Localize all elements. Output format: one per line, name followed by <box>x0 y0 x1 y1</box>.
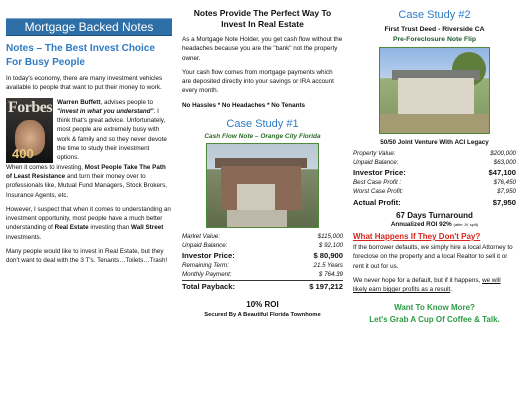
table-row: Property Value: $200,000 <box>353 150 516 157</box>
case-study-2-line1: First Trust Deed - Riverside CA <box>384 26 485 33</box>
p3-text-c: investments. <box>6 233 42 241</box>
p2-text-a: When it comes to investing, <box>6 163 85 171</box>
highlights: No Hassles * No Headaches * No Tenants <box>182 101 306 109</box>
table-row: Actual Profit: $7,950 <box>353 198 516 207</box>
roi-label: 10% ROI <box>246 299 279 309</box>
dp2-text-b: . <box>450 286 453 294</box>
table-row: Best Case Profit : $76,450 <box>353 179 516 186</box>
buffett-quote: "invest in what you understand" <box>57 107 154 115</box>
p3-text-a: However, I suspect that when it comes to understanding an investment opportunity, most people have a much better understanding of <box>6 205 171 232</box>
joint-venture-label: 50/50 Joint Venture With ACI Legacy <box>380 139 489 146</box>
table-row: Unpaid Balance: $63,000 <box>353 159 516 166</box>
table-row: Worst Case Profit: $7,950 <box>353 188 516 195</box>
buffett-text-a: , advises people to <box>100 98 154 106</box>
p2-text-b: and turn their money over to professionals like, Mutual Fund Managers, Stock Brokers, Insurance Agents, etc. <box>6 172 167 199</box>
case-study-2-line2: Pre-Foreclosure Note Flip <box>392 36 477 43</box>
secured-label: Secured By A Beautiful Florida Townhome <box>204 311 321 318</box>
townhome-photo <box>206 143 319 228</box>
p3-text-b: investing than <box>88 224 131 232</box>
p3-real-estate: Real Estate <box>54 224 89 232</box>
buffett-text-b: . I think that's great advice. Unfortunately, most people are extremely busy with work & family and so they never devote the time to study their investment options. <box>57 107 167 162</box>
default-heading <box>353 232 516 241</box>
table-row: Unpaid Balance: $ 92,100 <box>182 241 343 249</box>
case-study-1-subtitle: Cash Flow Note – Orange City Florida <box>204 132 321 140</box>
section-heading: Notes – The Best Invest Choice For Busy People <box>6 43 155 68</box>
intro-paragraph: In today's economy, there are many investment vehicles available to people that want to put their money to work. <box>6 75 163 92</box>
dp2-underlined: we will likely earn bigger profits as a result <box>353 276 501 294</box>
forbes-number: 400 <box>12 145 34 161</box>
table-row: Investor Price: $ 80,900 <box>182 250 343 260</box>
left-column <box>0 0 176 400</box>
turnaround-label: 67 Days Turnaround <box>396 211 473 220</box>
default-paragraph-2 <box>353 276 516 295</box>
table-row: Remaining Term: 21.5 Years <box>182 261 343 269</box>
right-column <box>349 0 522 400</box>
case-study-1-title: Case Study #1 <box>226 117 299 130</box>
annualized-roi-note: (after JV split) <box>453 222 479 227</box>
paragraph-4: Many people would like to invest in Real Estate, but they don't want to deal with the 3 T's. Tenants…Toilets…Trash! <box>6 248 168 265</box>
table-row: Total Payback: $ 197,212 <box>182 281 343 291</box>
middle-paragraph-1: As a Mortgage Note Holder, you get cash flow without the headaches because you are the "bank" not the property owner. <box>182 36 343 62</box>
annualized-roi-value: Annualized ROI 92% <box>390 221 452 228</box>
annualized-roi <box>353 221 516 228</box>
table-row: Monthly Payment: $ 764.39 <box>182 270 343 278</box>
case-study-2-title: Case Study #2 <box>398 9 471 21</box>
paragraph-3 <box>6 205 172 242</box>
dp2-text-a: We never hope for a default, but if it happens, <box>353 276 483 284</box>
riverside-house-photo <box>379 47 490 134</box>
table-row: Market Value: $115,000 <box>182 232 343 240</box>
p3-wall-street: Wall Street <box>130 224 164 232</box>
case-study-2-table <box>353 149 516 208</box>
forbes-cover-image <box>6 98 53 163</box>
middle-paragraph-2: Your cash flow comes from mortgage payments which are deposited directly into your savings or IRA account every month. <box>182 68 334 95</box>
forbes-logo: Forbes <box>8 98 53 116</box>
middle-column <box>176 0 349 400</box>
table-row: Investor Price: $47,100 <box>353 168 516 177</box>
paragraph-2 <box>6 163 172 200</box>
case-study-1-table <box>182 232 343 292</box>
cta-line-1: Want To Know More? <box>394 303 475 313</box>
buffett-paragraph <box>57 98 172 163</box>
page-banner: Mortgage Backed Notes <box>6 18 172 36</box>
buffett-name: Warren Buffett <box>57 98 101 106</box>
default-heading-text: What Happens If They Don't Pay? <box>353 232 481 241</box>
cta-line-2: Let's Grab A Cup Of Coffee & Talk. <box>369 315 500 325</box>
buffett-block <box>6 98 172 163</box>
middle-title: Notes Provide The Perfect Way To Invest In Real Estate <box>193 8 332 29</box>
p2-bold: Most People Take The Path of Least Resistance <box>6 163 166 180</box>
default-paragraph-1: If the borrower defaults, we simply hire a local Attorney to foreclose on the property and a local Realtor to sell it or rent it out for us. <box>353 244 513 270</box>
